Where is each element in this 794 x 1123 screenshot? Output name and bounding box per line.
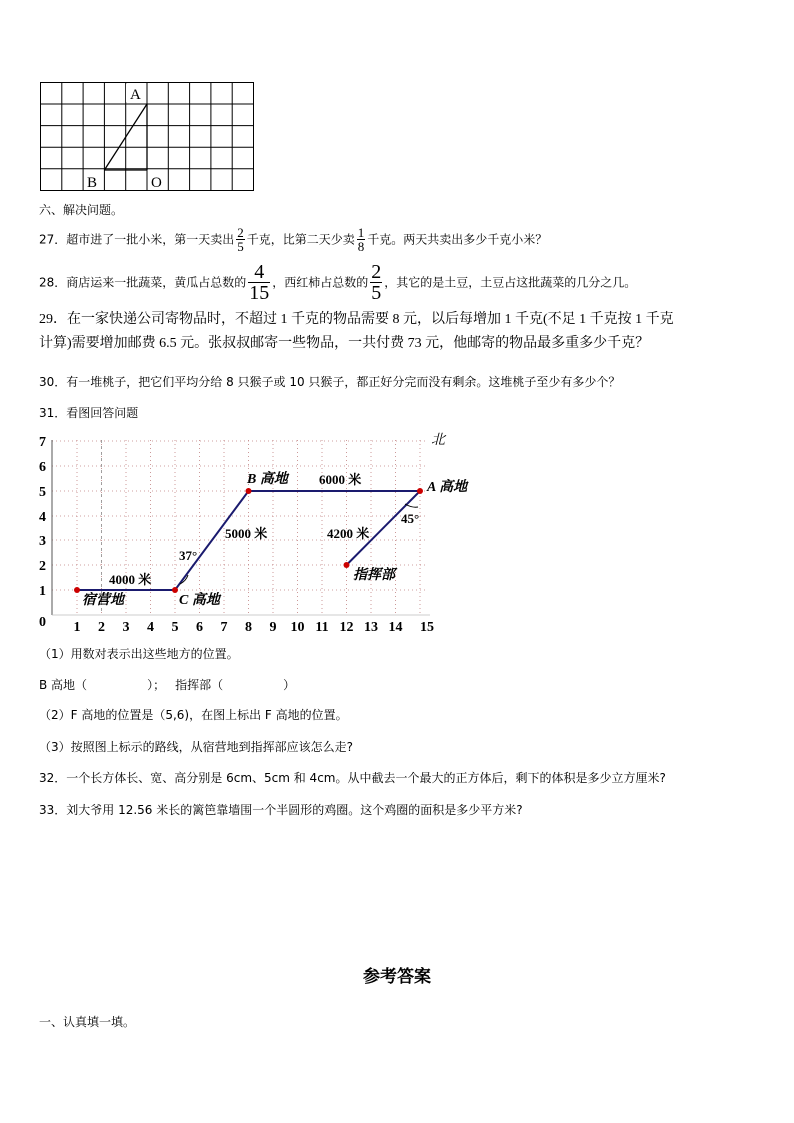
- label-b-high: B 高地: [247, 472, 288, 487]
- x-tick: 14: [388, 620, 403, 635]
- label-o: O: [151, 175, 162, 191]
- y-tick: 4: [39, 510, 46, 525]
- answers-title: 参考答案: [363, 967, 431, 987]
- numerator: 2: [237, 225, 244, 240]
- origin-label: 0: [39, 615, 46, 630]
- x-tick: 1: [73, 620, 81, 635]
- x-tick: 11: [315, 620, 329, 635]
- y-tick: 3: [39, 534, 46, 549]
- question-31: 31．看图回答问题: [39, 406, 139, 420]
- question-29: [39, 308, 674, 356]
- numerator: 2: [371, 261, 382, 283]
- q28-text-2: ，西红柿占总数的: [272, 275, 369, 290]
- blank-end: ）: [283, 678, 296, 692]
- label-a: A: [130, 87, 141, 103]
- label-c-high: C 高地: [179, 593, 220, 608]
- denominator: 5: [237, 239, 244, 254]
- q28-text-1: 28．商店运来一批蔬菜，黄瓜占总数的: [39, 275, 247, 290]
- q27-text-1: 27．超市进了一批小米，第一天卖出: [39, 232, 235, 247]
- y-tick: 7: [39, 435, 46, 450]
- x-tick: 15: [420, 620, 434, 635]
- y-tick: 1: [39, 584, 46, 599]
- section-heading: 六、解决问题。: [39, 203, 124, 217]
- x-tick: 3: [122, 620, 130, 635]
- y-tick: 6: [39, 460, 46, 475]
- question-32: 32．一个长方体长、宽、高分别是 6cm、5cm 和 4cm。从中截去一个最大的正方体后，剩下的体积是多少立方厘米?: [39, 771, 666, 785]
- fraction-2-5: [236, 226, 245, 253]
- label-a-high: A 高地: [427, 480, 468, 495]
- x-tick: 13: [364, 620, 378, 635]
- distance-label: 5000 米: [225, 526, 268, 541]
- fraction-1-8: [357, 226, 366, 253]
- question-27: [39, 226, 547, 253]
- question-31-sub1: （1）用数对表示出这些地方的位置。: [39, 647, 239, 661]
- x-tick: 2: [98, 620, 105, 635]
- question-31-sub2: （2）F 高地的位置是（5,6)，在图上标出 F 高地的位置。: [39, 708, 348, 722]
- question-33: 33．刘大爷用 12.56 米长的篱笆靠墙围一个半圆形的鸡圈。这个鸡圈的面积是多少平方米?: [39, 803, 523, 817]
- distance-label: 4200 米: [327, 526, 370, 541]
- y-tick: 2: [39, 559, 46, 574]
- x-tick: 9: [269, 620, 277, 635]
- numerator: 4: [254, 261, 265, 283]
- x-tick: 8: [245, 620, 252, 635]
- answers-section-1: 一、认真填一填。: [39, 1015, 136, 1029]
- q29-line-1: 29．在一家快递公司寄物品时，不超过 1 千克的物品需要 8 元，以后每增加 1 千克(不足 1 千克按 1 千克: [39, 312, 674, 327]
- x-tick: 10: [290, 620, 305, 635]
- question-31-blanks: [39, 676, 295, 694]
- label-hq: 指挥部: [353, 568, 395, 583]
- x-tick: 5: [171, 620, 179, 635]
- distance-label: 4000 米: [109, 572, 152, 587]
- question-31-sub3: （3）按照图上标示的路线，从宿营地到指挥部应该怎么走?: [39, 740, 354, 754]
- blank-separator: ）；: [147, 678, 166, 692]
- angle-label: 37°: [179, 548, 198, 563]
- denominator: 5: [371, 282, 382, 304]
- blank-b-high-label: B 高地（: [39, 678, 88, 692]
- north-label: 北: [431, 433, 445, 448]
- y-tick: 5: [39, 485, 46, 500]
- denominator: 15: [249, 282, 270, 304]
- label-b: B: [87, 175, 98, 191]
- grid-figure: [40, 82, 256, 194]
- x-tick: 12: [339, 620, 354, 635]
- denominator: 8: [357, 239, 365, 254]
- fraction-2-5: [370, 262, 382, 303]
- question-28: [39, 262, 636, 303]
- distance-label: 6000 米: [319, 472, 362, 487]
- q28-text-3: ，其它的是土豆，土豆占这批蔬菜的几分之几。: [384, 275, 637, 290]
- route-map: [30, 426, 480, 638]
- q29-line-2: 计算)需要增加邮费 6.5 元。张叔叔邮寄一些物品，一共付费 73 元，他邮寄的物品最多重多少千克？: [39, 336, 650, 351]
- angle-label: 45°: [401, 511, 420, 526]
- x-tick: 6: [196, 620, 203, 635]
- q27-text-2: 千克，比第二天少卖: [246, 232, 355, 247]
- numerator: 1: [357, 225, 365, 240]
- x-tick: 7: [220, 620, 228, 635]
- fraction-4-15: [248, 262, 270, 303]
- x-tick: 4: [147, 620, 154, 635]
- q27-text-3: 千克。两天共卖出多少千克小米？: [367, 232, 548, 247]
- label-camp: 宿营地: [82, 593, 124, 608]
- blank-hq-label: 指挥部（: [175, 678, 224, 692]
- question-30: 30．有一堆桃子，把它们平均分给 8 只猴子或 10 只猴子，都正好分完而没有剩余。这堆桃子至少有多少个？: [39, 375, 621, 389]
